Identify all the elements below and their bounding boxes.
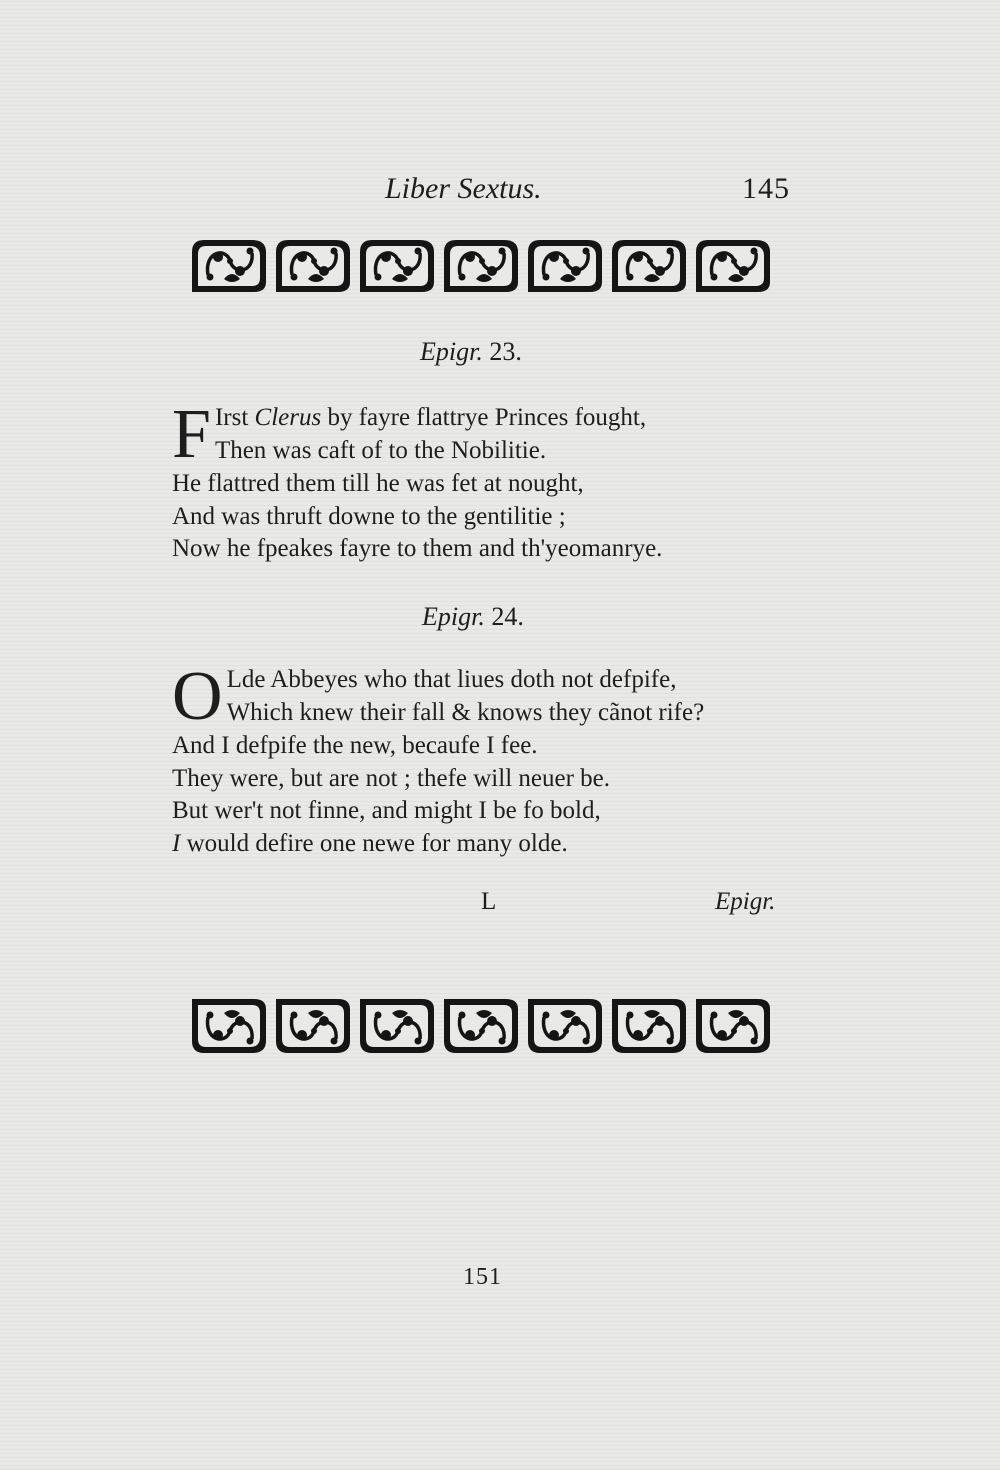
ornament-tile: [276, 999, 350, 1053]
epigram-24-line-1: Lde Abbeyes who that liues doth not defpife,: [226, 666, 677, 693]
epigram-23-line-4: And was thruft downe to the gentilitie ;: [172, 502, 566, 530]
catchword: Epigr.: [715, 888, 776, 915]
epigram-24-line-6-rest: would defire one newe for many olde.: [180, 829, 568, 857]
epigram-23-line-5: Now he fpeakes fayre to them and th'yeomanrye.: [172, 535, 663, 562]
ornament-tile: [276, 240, 350, 292]
epigram-23-line-1: [172, 402, 662, 435]
ornament-tile: [696, 999, 770, 1053]
ornament-tile: [360, 240, 434, 292]
epigram-23-text: [172, 396, 663, 566]
epigram-24-heading-number: 24.: [491, 602, 524, 631]
ornament-band-top: [188, 234, 776, 296]
folio-number: 151: [463, 1264, 502, 1290]
page-number: 145: [742, 172, 790, 205]
epigram-23-heading: [420, 337, 522, 367]
epigram-23-line-3: He flattred them till he was fet at nought,: [172, 470, 584, 497]
epigram-24-drop-cap: O: [172, 658, 223, 735]
signature-mark: L: [481, 888, 497, 915]
epigram-24-line-3: And I defpife the new, becaufe I fee.: [172, 732, 538, 759]
epigram-23-name-clerus: Clerus: [254, 404, 322, 431]
epigram-24-line-6-initial: I: [172, 829, 181, 857]
ornament-tile: [360, 999, 434, 1053]
epigram-23-drop-cap: F: [172, 396, 211, 473]
ornament-tile: [192, 999, 266, 1053]
ornament-tile: [696, 240, 770, 292]
epigram-24-line-2: Which knew their fall & knows they cãnot rife?: [226, 698, 705, 726]
ornament-tile: [612, 240, 686, 292]
ornament-tile: [192, 240, 266, 292]
epigram-24-line-6: [172, 828, 650, 861]
epigram-23-line-2: Then was caft of to the Nobilitie.: [214, 436, 547, 464]
epigram-23-heading-prefix: Epigr.: [420, 337, 483, 366]
running-head-title: Liber Sextus.: [385, 172, 542, 205]
ornament-tile: [528, 999, 602, 1053]
ornament-tile: [612, 999, 686, 1053]
epigram-24-line-5: But wer't not finne, and might I be fo bold,: [172, 797, 601, 824]
epigram-23-heading-number: 23.: [489, 337, 522, 366]
epigram-24-heading-prefix: Epigr.: [422, 602, 485, 631]
ornament-tile: [444, 240, 518, 292]
epigram-24-line-4: They were, but are not ; thefe will neuer be.: [172, 764, 611, 792]
epigram-23-line-1-start: Irst: [214, 404, 255, 431]
ornament-tile: [444, 999, 518, 1053]
epigram-24-text: [172, 658, 705, 860]
ornament-band-bottom: [188, 995, 776, 1059]
ornament-tile: [528, 240, 602, 292]
epigram-23-line-1-end: by fayre flattrye Princes fought,: [321, 404, 647, 431]
epigram-24-heading: [422, 602, 524, 632]
